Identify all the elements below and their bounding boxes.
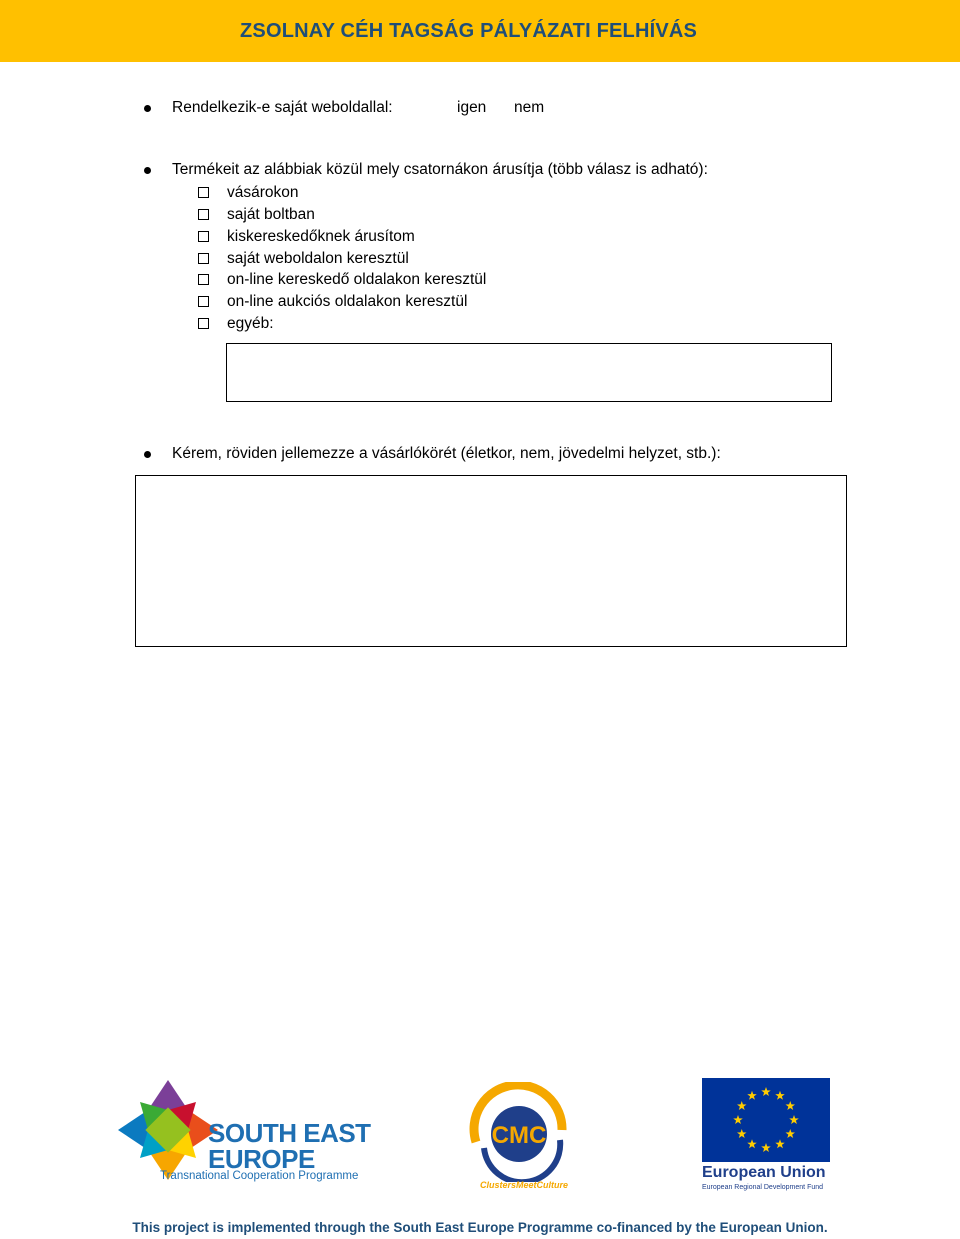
see-programme-logo — [118, 1080, 378, 1186]
checkbox[interactable] — [198, 231, 209, 242]
checkbox-label: saját weboldalon keresztül — [227, 250, 409, 267]
checkbox-option[interactable] — [198, 206, 315, 224]
cmc-ring-icon — [466, 1082, 572, 1182]
question-website: Rendelkezik-e saját weboldallal: — [172, 99, 393, 116]
checkbox-label: saját boltban — [227, 206, 315, 223]
cmc-subtitle: ClustersMeetCulture — [480, 1180, 569, 1190]
checkbox-option[interactable] — [198, 250, 409, 268]
question-customers: Kérem, röviden jellemezze a vásárlókörét (életkor, nem, jövedelmi helyzet, stb.): — [172, 445, 721, 462]
footer-note: This project is implemented through the South East Europe Programme co-financed by the European Union. — [132, 1220, 828, 1235]
checkbox-label: kiskereskedőknek árusítom — [227, 228, 415, 245]
page-title: ZSOLNAY CÉH TAGSÁG PÁLYÁZATI FELHÍVÁS — [240, 20, 698, 42]
eu-name: European Union — [702, 1164, 826, 1181]
checkbox-option[interactable] — [198, 228, 415, 246]
checkbox-label: on-line aukciós oldalakon keresztül — [227, 293, 468, 310]
bullet — [144, 105, 151, 112]
checkbox-label: egyéb: — [227, 315, 274, 332]
checkbox[interactable] — [198, 318, 209, 329]
checkbox[interactable] — [198, 274, 209, 285]
cmc-logo — [466, 1082, 572, 1192]
eu-fund: European Regional Development Fund — [702, 1184, 824, 1191]
checkbox-option[interactable] — [198, 315, 274, 333]
header-bar — [0, 0, 960, 62]
checkbox[interactable] — [198, 187, 209, 198]
checkbox[interactable] — [198, 209, 209, 220]
checkbox[interactable] — [198, 296, 209, 307]
eu-logo — [702, 1078, 832, 1194]
option-yes[interactable]: igen — [457, 99, 487, 116]
eu-flag-icon — [702, 1078, 830, 1162]
checkbox-option[interactable] — [198, 271, 486, 289]
see-logo-line2: EUROPE — [208, 1144, 315, 1174]
checkbox-label: vásárokon — [227, 184, 299, 201]
question-channels: Termékeit az alábbiak közül mely csatornákon árusítja (több válasz is adható): — [172, 161, 708, 178]
option-no[interactable]: nem — [514, 99, 545, 116]
bullet — [144, 451, 151, 458]
see-flower-icon — [118, 1080, 218, 1180]
customer-description-input[interactable] — [135, 475, 847, 647]
checkbox[interactable] — [198, 253, 209, 264]
checkbox-option[interactable] — [198, 184, 299, 202]
other-channel-input[interactable] — [226, 343, 832, 402]
see-logo-line3: Transnational Cooperation Programme — [160, 1170, 359, 1182]
see-logo-line1: SOUTH EAST — [208, 1118, 371, 1148]
checkbox-label: on-line kereskedő oldalakon keresztül — [227, 271, 487, 288]
cmc-mark: CMC — [491, 1122, 547, 1149]
bullet — [144, 167, 151, 174]
checkbox-option[interactable] — [198, 293, 467, 311]
